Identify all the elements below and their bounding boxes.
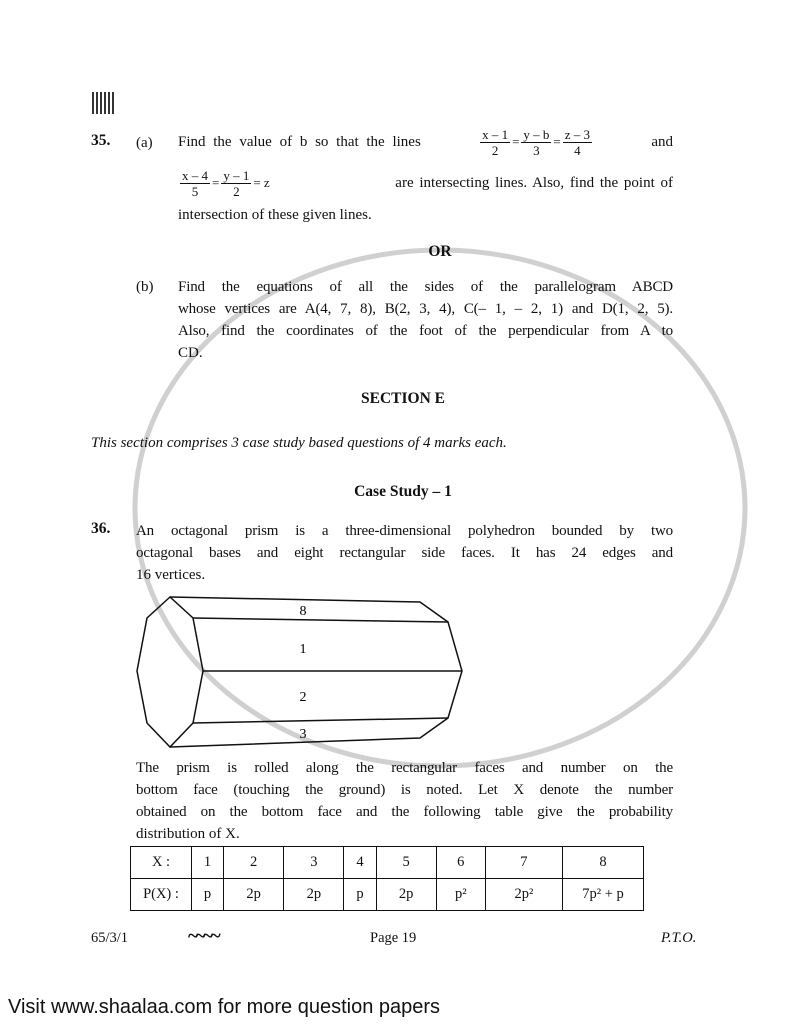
table-cell: 4 bbox=[344, 847, 376, 879]
table-cell: 3 bbox=[284, 847, 344, 879]
q36-intro-line: 16 vertices. bbox=[136, 567, 206, 583]
frac-den: 2 bbox=[233, 183, 240, 199]
q35b-line: Find the equations of all the sides of the parallelogram ABCD bbox=[178, 279, 673, 295]
q36-intro-line: An octagonal prism is a three-dimensional polyhedron bounded by two bbox=[136, 523, 673, 539]
table-cell: 8 bbox=[563, 847, 644, 879]
q35b-line: CD. bbox=[178, 345, 203, 361]
frac-num: y – 1 bbox=[223, 167, 250, 183]
table-cell: 2p bbox=[224, 879, 284, 911]
frac-num: z – 3 bbox=[564, 126, 591, 142]
table-cell: 2p bbox=[284, 879, 344, 911]
face-label: 1 bbox=[299, 642, 307, 657]
q35b-line: whose vertices are A(4, 7, 8), B(2, 3, 4), C(– 1, – 2, 1) and D(1, 2, 5). bbox=[178, 301, 673, 317]
table-cell: p bbox=[344, 879, 376, 911]
table-header-cell: X : bbox=[131, 847, 192, 879]
table-cell: 7 bbox=[485, 847, 562, 879]
frac-den: 2 bbox=[491, 142, 499, 158]
prism-front-face bbox=[137, 597, 203, 747]
frac-den: 5 bbox=[191, 183, 199, 199]
table-cell: 2p² bbox=[485, 879, 562, 911]
question-number: 36. bbox=[91, 520, 111, 537]
question-number: 35. bbox=[91, 132, 111, 149]
pto-label: P.T.O. bbox=[661, 930, 697, 946]
face-label: 2 bbox=[299, 690, 307, 705]
table-header-cell: P(X) : bbox=[131, 879, 192, 911]
promo-banner-link[interactable]: Visit www.shaalaa.com for more question papers bbox=[8, 996, 441, 1018]
table-cell: 1 bbox=[192, 847, 224, 879]
equation-lines-1: $\frac{x - 1}{2}$ = $\frac{y - b}{3}$ = $\frac{z - 3}{4}$ bbox=[482, 126, 591, 158]
face-label: 3 bbox=[299, 727, 307, 742]
paper-code: 65/3/1 bbox=[91, 930, 129, 946]
frac-num: x – 4 bbox=[182, 167, 208, 183]
q36-para-line: bottom face (touching the ground) is noted. Let X denote the number bbox=[136, 782, 673, 798]
page-number: Page 19 bbox=[370, 930, 417, 946]
table-row-px bbox=[131, 879, 644, 911]
q36-intro-line: octagonal bases and eight rectangular side faces. It has 24 edges and bbox=[136, 545, 673, 561]
table-cell: 2p bbox=[376, 879, 436, 911]
q35a-line3: intersection of these given lines. bbox=[178, 207, 372, 223]
equation-lines-2: $\frac{x - 4}{5}$ = $\frac{y - 1}{2}$ = z bbox=[182, 167, 270, 199]
section-description: This section comprises 3 case study based questions of 4 marks each. bbox=[91, 435, 507, 451]
q36-para-line: The prism is rolled along the rectangular faces and number on the bbox=[136, 760, 673, 776]
table-row-x bbox=[131, 847, 644, 879]
probability-table bbox=[130, 846, 644, 911]
q35b-line: Also, find the coordinates of the foot of the perpendicular from A to bbox=[178, 323, 673, 339]
part-label: (a) bbox=[136, 135, 153, 151]
frac-num: x – 1 bbox=[482, 126, 509, 142]
q36-para-line: distribution of X. bbox=[136, 826, 240, 842]
case-study-title: Case Study – 1 bbox=[354, 483, 452, 500]
table-cell: 5 bbox=[376, 847, 436, 879]
ornament: ~~~~ bbox=[188, 925, 218, 947]
table-cell: p bbox=[192, 879, 224, 911]
face-label: 8 bbox=[299, 604, 307, 619]
q36-paragraph bbox=[136, 757, 673, 845]
table-cell: 2 bbox=[224, 847, 284, 879]
or-heading: OR bbox=[428, 243, 452, 260]
frac-den: 3 bbox=[533, 142, 540, 158]
table-cell: 6 bbox=[436, 847, 485, 879]
q35a-text: Find the value of b so that the lines bbox=[178, 134, 421, 150]
part-label: (b) bbox=[136, 279, 154, 295]
section-title: SECTION E bbox=[361, 390, 445, 407]
q36-para-line: obtained on the bottom face and the following table give the probability bbox=[136, 804, 673, 820]
q35a-text2: are intersecting lines. Also, find the point of bbox=[395, 175, 673, 191]
eq-z: = z bbox=[253, 174, 270, 190]
table-cell: p² bbox=[436, 879, 485, 911]
frac-num: y – b bbox=[523, 126, 550, 142]
table-cell: 7p² + p bbox=[563, 879, 644, 911]
frac-den: 4 bbox=[574, 142, 581, 158]
and-text: and bbox=[651, 134, 673, 150]
